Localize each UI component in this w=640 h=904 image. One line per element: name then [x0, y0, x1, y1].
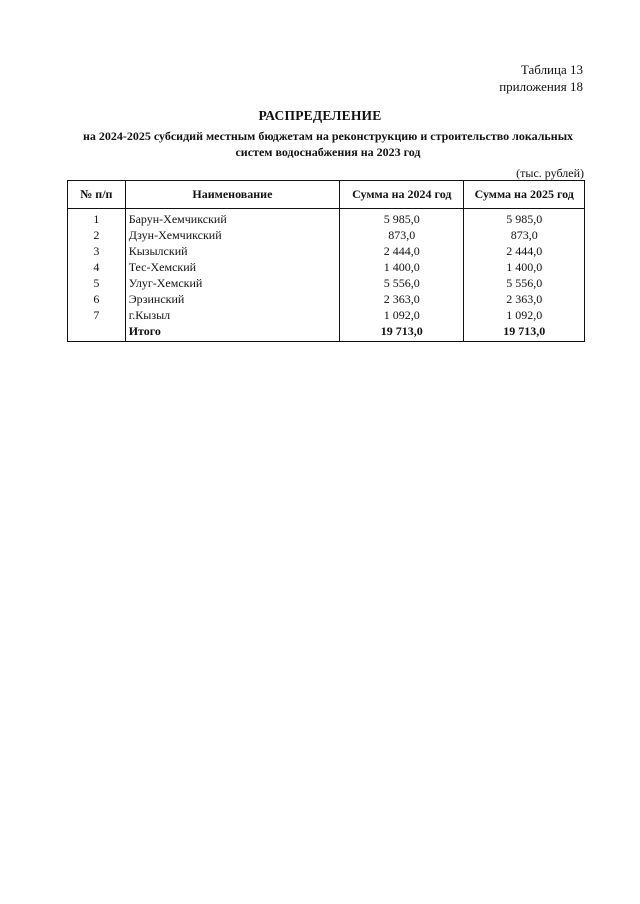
- row-sum-2025: 873,0: [464, 227, 585, 243]
- row-sum-2025: 5 985,0: [464, 209, 585, 228]
- row-number: 3: [68, 243, 126, 259]
- row-name: г.Кызыл: [125, 307, 339, 323]
- row-sum-2024: 873,0: [340, 227, 464, 243]
- row-number: 2: [68, 227, 126, 243]
- row-name: Дзун-Хемчикский: [125, 227, 339, 243]
- row-name: Эрзинский: [125, 291, 339, 307]
- table-row: [68, 259, 585, 275]
- row-name: Улуг-Хемский: [125, 275, 339, 291]
- distribution-table: [67, 180, 585, 342]
- table-number: Таблица 13: [520, 62, 583, 77]
- total-number-cell: [68, 323, 126, 342]
- header-name: Наименование: [125, 181, 339, 209]
- row-number: 1: [68, 209, 126, 228]
- row-sum-2024: 2 444,0: [340, 243, 464, 259]
- total-sum-2024: 19 713,0: [340, 323, 464, 342]
- row-sum-2025: 1 400,0: [464, 259, 585, 275]
- row-sum-2025: 2 363,0: [464, 291, 585, 307]
- total-label: Итого: [125, 323, 339, 342]
- subtitle-line-2: систем водоснабжения на 2023 год: [235, 145, 421, 159]
- total-sum-2025: 19 713,0: [464, 323, 585, 342]
- table-row: [68, 291, 585, 307]
- table-row: [68, 307, 585, 323]
- row-sum-2024: 1 400,0: [340, 259, 464, 275]
- row-sum-2024: 1 092,0: [340, 307, 464, 323]
- row-name: Тес-Хемский: [125, 259, 339, 275]
- table-reference: [499, 61, 583, 95]
- header-number: № п/п: [68, 181, 126, 209]
- document-title: РАСПРЕДЕЛЕНИЕ: [258, 108, 382, 123]
- row-number: 6: [68, 291, 126, 307]
- header-sum-2024: Сумма на 2024 год: [340, 181, 464, 209]
- table-total-row: [68, 323, 585, 342]
- row-sum-2025: 1 092,0: [464, 307, 585, 323]
- header-sum-2025: Сумма на 2025 год: [464, 181, 585, 209]
- row-name: Кызылский: [125, 243, 339, 259]
- table-header-row: [68, 181, 585, 209]
- units-note: (тыс. рублей): [516, 166, 584, 180]
- table-row: [68, 227, 585, 243]
- row-sum-2025: 2 444,0: [464, 243, 585, 259]
- row-sum-2025: 5 556,0: [464, 275, 585, 291]
- subtitle-line-1: на 2024-2025 субсидий местным бюджетам на реконструкцию и строительство локальных: [82, 129, 574, 143]
- row-number: 4: [68, 259, 126, 275]
- document-subtitle: [70, 128, 586, 160]
- row-name: Барун-Хемчикский: [125, 209, 339, 228]
- appendix-reference: приложения 18: [499, 79, 583, 94]
- table-row: [68, 209, 585, 228]
- row-number: 7: [68, 307, 126, 323]
- table-row: [68, 243, 585, 259]
- row-sum-2024: 5 985,0: [340, 209, 464, 228]
- row-sum-2024: 2 363,0: [340, 291, 464, 307]
- row-number: 5: [68, 275, 126, 291]
- table-row: [68, 275, 585, 291]
- row-sum-2024: 5 556,0: [340, 275, 464, 291]
